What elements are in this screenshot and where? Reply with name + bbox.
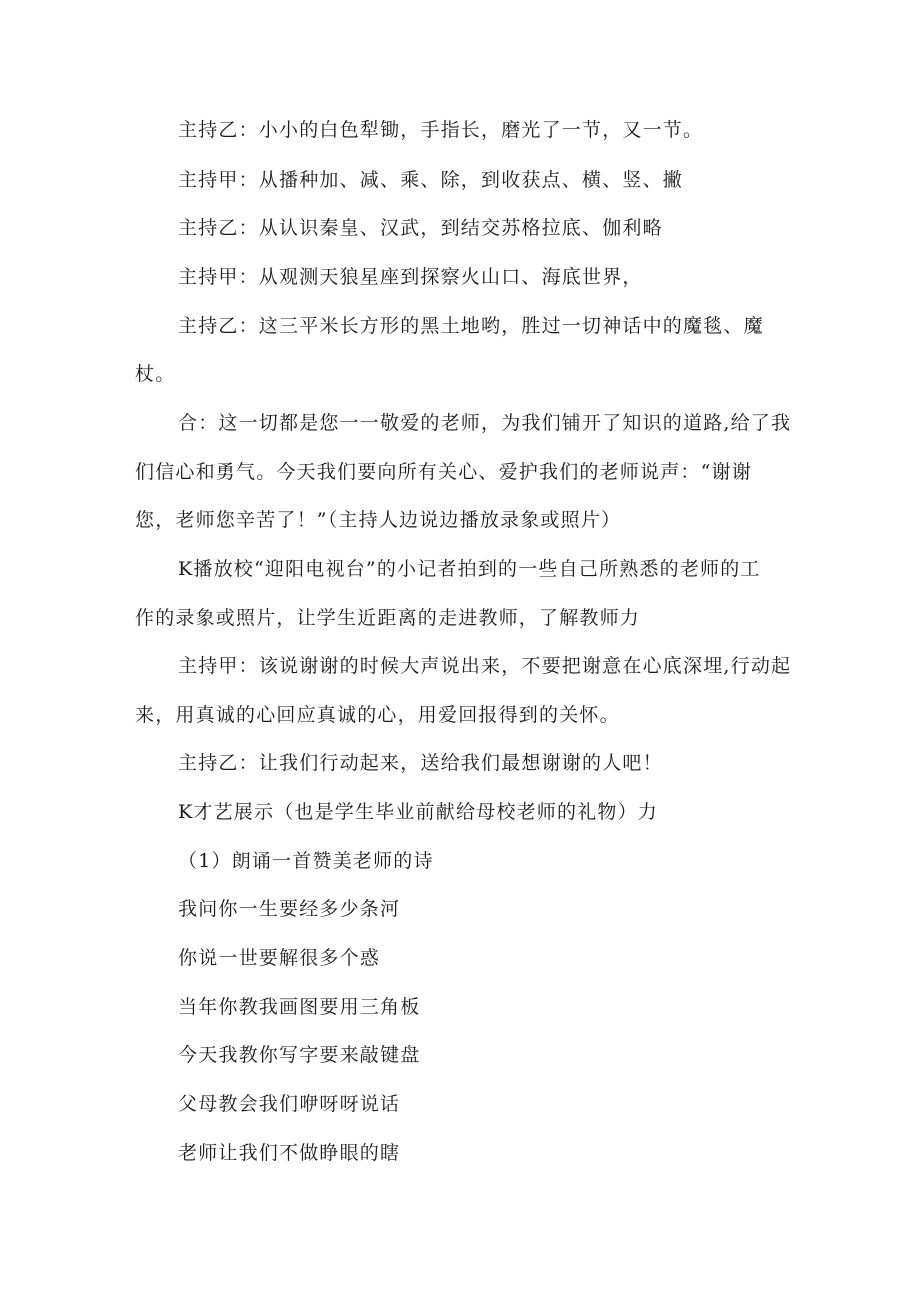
text-line-4: 主持甲：从观测天狼星座到探察火山口、海底世界， (178, 266, 643, 288)
text-line-19: 当年你教我画图要用三角板 (178, 996, 421, 1018)
text-line-2: 主持甲：从播种加、减、乘、除，到收获点、横、竖、撇 (178, 169, 684, 191)
text-line-9: 您，老师您辛苦了！”（主持人边说边播放录象或照片） (135, 509, 622, 531)
text-line-5: 主持乙：这三平米长方形的黑土地哟，胜过一切神话中的魔毯、魔 (178, 315, 764, 337)
text-line-16: （1）朗诵一首赞美老师的诗 (178, 850, 434, 872)
text-line-6: 杖。 (135, 363, 176, 385)
text-line-13: 来，用真诚的心回应真诚的心，用爱回报得到的关怀。 (135, 704, 620, 726)
text-line-17: 我问你一生要经多少条河 (178, 898, 401, 920)
text-line-7: 合：这一切都是您一一敬爱的老师，为我们铺开了知识的道路,给了我 (178, 412, 792, 434)
text-line-18: 你说一世要解很多个惑 (178, 947, 381, 969)
text-line-3: 主持乙：从认识秦皇、汉武，到结交苏格拉底、伽利略 (178, 217, 663, 239)
text-line-10: K播放校“迎阳电视台”的小记者拍到的一些自己所熟悉的老师的工 (178, 558, 761, 580)
text-line-15: K才艺展示（也是学生毕业前献给母校老师的礼物）力 (178, 801, 658, 823)
text-line-14: 主持乙：让我们行动起来，送给我们最想谢谢的人吧！ (178, 752, 663, 774)
text-line-22: 老师让我们不做睁眼的瞎 (178, 1142, 401, 1164)
text-line-8: 们信心和勇气。今天我们要向所有关心、爱护我们的老师说声：“谢谢 (135, 461, 752, 483)
text-line-1: 主持乙：小小的白色犁锄，手指长，磨光了一节，又一节。 (178, 119, 704, 141)
text-line-12: 主持甲：该说谢谢的时候大声说出来，不要把谢意在心底深埋,行动起 (178, 655, 792, 677)
text-line-11: 作的录象或照片，让学生近距离的走进教师，了解教师力 (135, 607, 641, 629)
text-line-21: 父母教会我们咿呀呀说话 (178, 1093, 401, 1115)
text-line-20: 今天我教你写字要来敲键盘 (178, 1044, 421, 1066)
